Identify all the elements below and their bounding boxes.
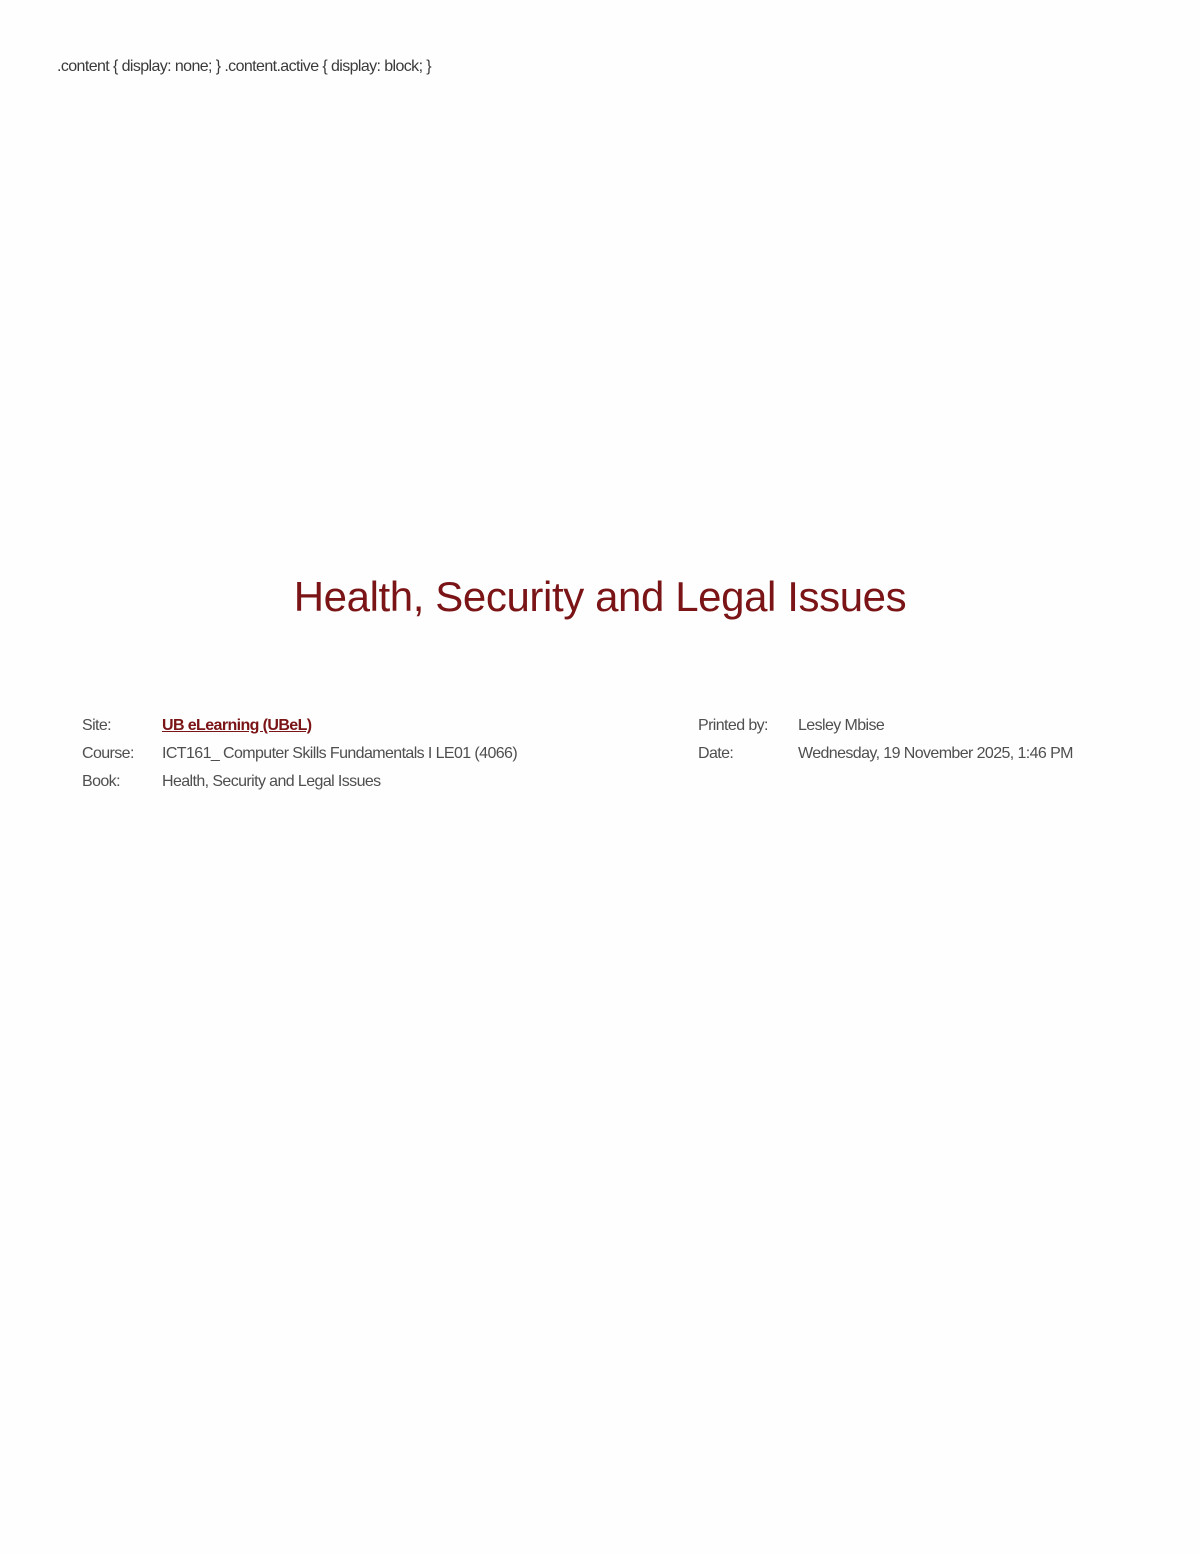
book-title: Health, Security and Legal Issues [293,573,907,620]
printed-by-value: Lesley Mbise [798,717,885,734]
date-label: Date: [698,745,734,762]
book-label: Book: [82,773,120,790]
course-label: Course: [82,745,134,762]
course-value: ICT161_ Computer Skills Fundamentals I LE01 (4066) [162,745,518,762]
site-row [82,712,517,740]
print-info-table [698,712,1073,768]
book-value: Health, Security and Legal Issues [162,773,381,790]
site-value [162,712,517,740]
leaked-css-text: .content { display: none; } .content.active { display: block; } [57,58,432,75]
printed-by-label: Printed by: [698,717,768,734]
site-link[interactable]: UB eLearning (UBeL) [162,717,312,734]
course-row [82,740,517,768]
site-label: Site: [82,717,112,734]
book-info-table [82,712,517,796]
date-value: Wednesday, 19 November 2025, 1:46 PM [798,745,1073,762]
book-row [82,768,517,796]
date-row [698,740,1073,768]
printed-by-row [698,712,1073,740]
